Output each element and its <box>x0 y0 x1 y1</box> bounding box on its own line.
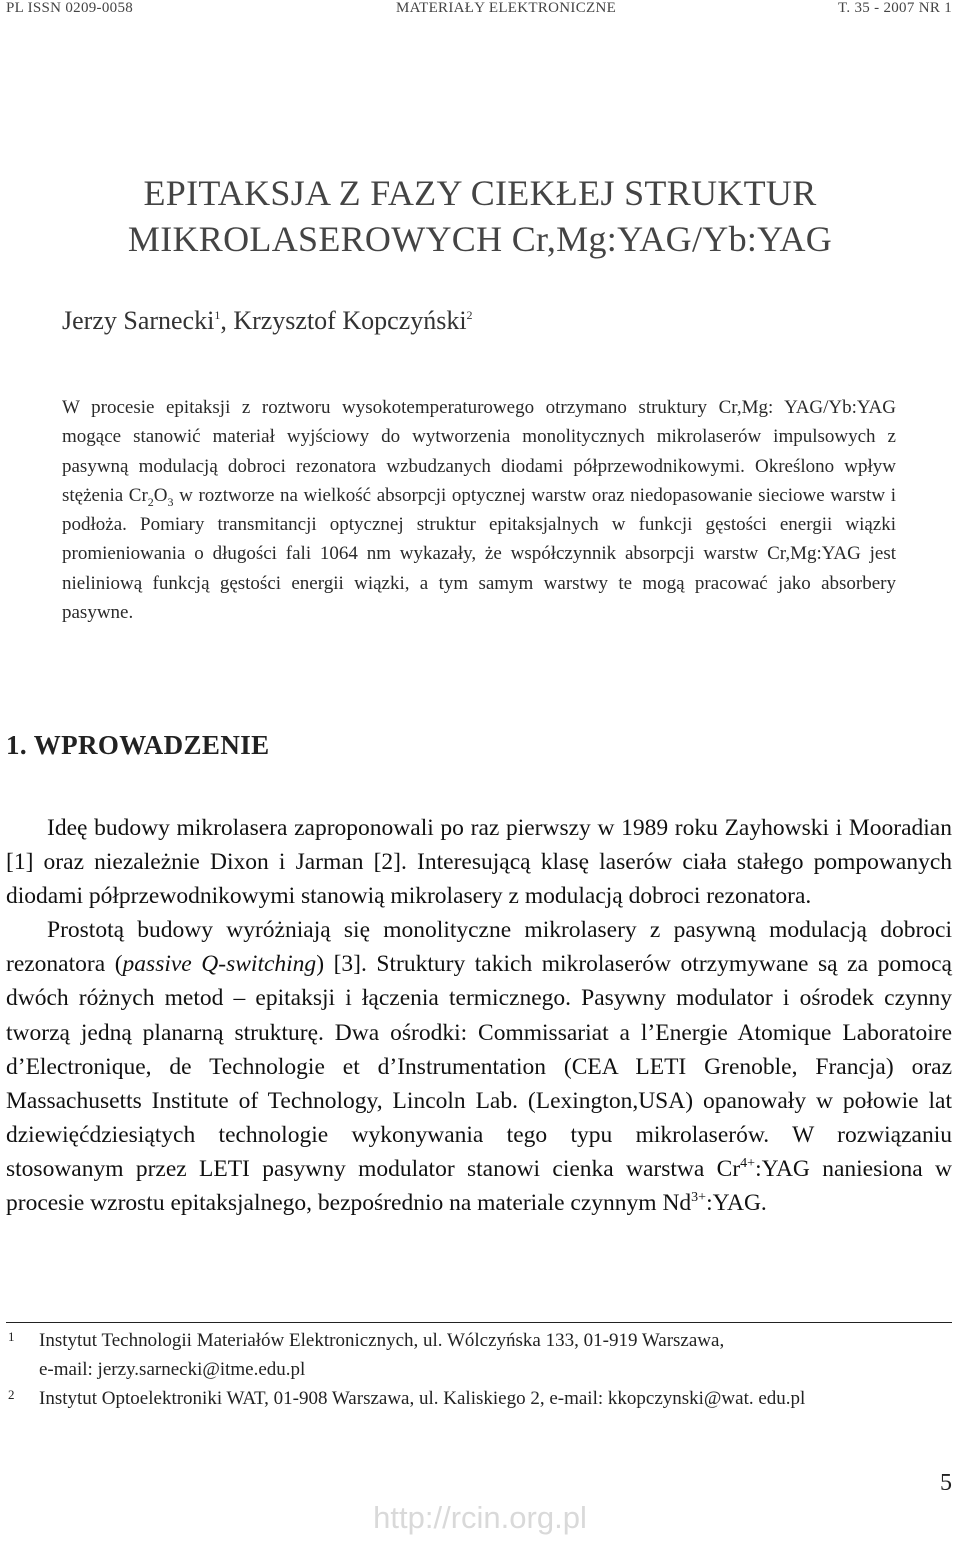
title-line-2: MIKROLASEROWYCH Cr,Mg:YAG/Yb:YAG <box>127 219 833 259</box>
footnotes <box>6 1326 952 1413</box>
paragraph-2-text-b: ) [3]. Struktury takich mikrolaserów otrzymywane są za pomocą dwóch różnych metod – epitaksji i łączenia termicznego. Pasywny modulator i ośrodek czynny tworzą jedną planarną strukturę. Dwa ośrodki: Commissariat a l’Energie Atomique Laboratoire d’Electronique, de Technologie et d’Instrumentation (CEA LETI Grenoble, Francja) oraz Massachusetts Institute of Technology, Lincoln Lab. (Lexington,USA) opanowały w połowie lat dziewięćdziesiątych technologie wykonywania tego typu mikrolaserów. W rozwiązaniu stosowanym przez LETI pasywny modulator stanowi cienka warstwa Cr <box>6 951 952 1182</box>
footnote-2 <box>6 1384 952 1413</box>
abstract-text-3: w roztworze na wielkość absorpcji optycznej warstw oraz niedopasowanie sieciowe warstw i podłoża. Pomiary transmitancji optycznej struktur epitaksjalnych w funkcji gęstości energii wiązki promieniowania o długości fali 1064 nm wykazały, że współczynnik absorpcji warstw Cr,Mg:YAG jest nieliniową funkcją gęstości energii wiązki, a tym samym warstwy te mogą pracować jako absorbery pasywne. <box>62 484 897 624</box>
footnote-1 <box>6 1326 952 1384</box>
footnote-1-number: 1 <box>8 1329 15 1344</box>
title-line-1: EPITAKSJA Z FAZY CIEKŁEJ STRUKTUR <box>143 173 817 213</box>
paper-title <box>0 170 960 262</box>
footnote-divider <box>6 1322 952 1323</box>
author-1-name: Jerzy Sarnecki <box>62 306 215 335</box>
author-list <box>62 306 473 336</box>
journal-volume: T. 35 - 2007 NR 1 <box>838 0 952 16</box>
footnote-2-text: Instytut Optoelektroniki WAT, 01-908 Warszawa, ul. Kaliskiego 2, e-mail: kkopczynski@wat. edu.pl <box>39 1388 806 1409</box>
paragraph-2 <box>6 913 952 1220</box>
paragraph-2-superscript-2: 3+ <box>691 1190 707 1206</box>
footnote-1-email: e-mail: jerzy.sarnecki@itme.edu.pl <box>39 1359 306 1380</box>
watermark-url: http://rcin.org.pl <box>373 1500 587 1535</box>
section-heading: 1. WPROWADZENIE <box>6 730 270 760</box>
abstract-text-1: W procesie epitaksji z roztworu wysokotemperaturowego otrzymano struktury Cr,Mg: YAG/Yb:YAG mogące stanowić materiał wyjściowy do wytworzenia monolitycznych mikrolaserów impulsowych z pasywną modulacją dobroci rezonatora wzbudzanych diodami półprzewodnikowymi. Określono wpływ stężenia Cr <box>62 397 896 506</box>
running-header <box>6 0 952 18</box>
body-text <box>6 811 952 1220</box>
abstract-text-2: O <box>153 484 168 506</box>
footnote-1-text: Instytut Technologii Materiałów Elektronicznych, ul. Wólczyńska 133, 01-919 Warszawa, <box>39 1330 725 1351</box>
author-2-name: Krzysztof Kopczyński <box>233 306 467 335</box>
paragraph-2-italic-term: passive Q-switching <box>122 951 317 978</box>
abstract-subscript-2: 3 <box>167 494 174 509</box>
author-2-affiliation-mark: 2 <box>466 308 473 322</box>
abstract-subscript-1: 2 <box>147 494 154 509</box>
page-number: 5 <box>940 1470 952 1496</box>
footnote-2-number: 2 <box>8 1387 15 1402</box>
paragraph-2-text-a: Prostotą budowy wyróżniają się monolityczne mikrolasery z pasywną modulacją dobroci rezonatora ( <box>6 917 952 978</box>
paragraph-1: Ideę budowy mikrolasera zaproponowali po raz pierwszy w 1989 roku Zayhowski i Mooradian [1] oraz niezależnie Dixon i Jarman [2]. Interesującą klasę laserów ciała stałego pompowanych diodami półprzewodnikowymi stanowią mikrolasery z modulacją dobroci rezonatora. <box>6 815 952 910</box>
author-separator: , <box>220 306 234 335</box>
journal-name: MATERIAŁY ELEKTRONICZNE <box>396 0 617 16</box>
journal-issn: PL ISSN 0209-0058 <box>6 0 134 16</box>
author-1-affiliation-mark: 1 <box>214 308 221 322</box>
paragraph-2-text-c: :YAG naniesiona w procesie wzrostu epitaksjalnego, bezpośrednio na materiale czynnym Nd <box>6 1155 952 1217</box>
paragraph-2-superscript-1: 4+ <box>740 1155 756 1171</box>
paragraph-2-text-d: :YAG. <box>706 1190 767 1217</box>
abstract <box>62 393 896 627</box>
